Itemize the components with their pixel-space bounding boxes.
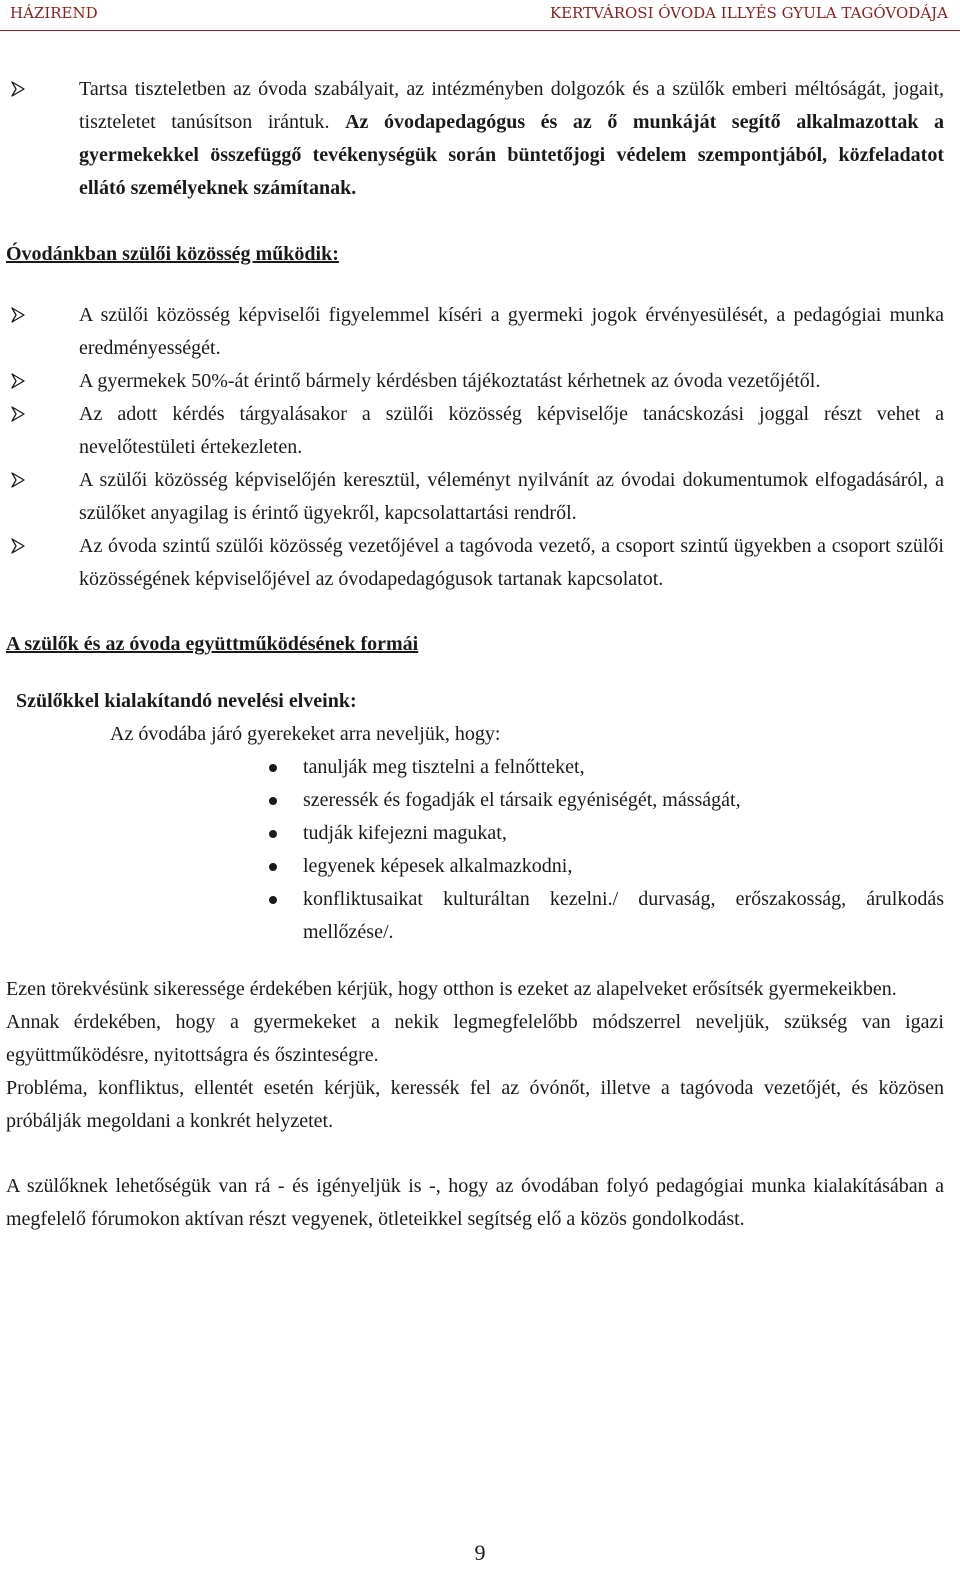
section-heading-cooperation-forms: A szülők és az óvoda együttműködésének formái [6, 633, 419, 655]
principles-intro: Az óvodába járó gyerekeket arra neveljük, hogy: [110, 723, 501, 745]
closing-paragraph: A szülőknek lehetőségük van rá - és igényeljük is -, hogy az óvodában folyó pedagógiai munka kialakításában a megfelelő fórumokon aktívan részt vegyenek, ötleteikkel segítség elő a közös gondolkodást. [6, 1175, 944, 1230]
round-bullet-icon [269, 863, 277, 871]
bullet-text: szeressék és fogadják el társaik egyéniségét, másságát, [303, 789, 741, 811]
list-item [6, 464, 944, 530]
arrowhead-bullet-icon [10, 81, 26, 97]
principle-bullet [6, 883, 944, 949]
page-header [0, 0, 960, 31]
list-item-text: A szülői közösség képviselői figyelemmel kíséri a gyermeki jogok érvényesülését, a pedagógiai munka eredményességét. [79, 304, 944, 359]
page-content [6, 73, 944, 1236]
intro-item-text: Tartsa tiszteletben az óvoda szabályait, az intézményben dolgozók és a szülők emberi méltóságát, jogait, tiszteletet tanúsítson irántuk. [79, 78, 944, 133]
round-bullet-icon [269, 764, 277, 772]
header-right-title: KERTVÁROSI ÓVODA ILLYÉS GYULA TAGÓVODÁJA [549, 4, 948, 22]
principle-bullet [6, 784, 944, 817]
round-bullet-icon [269, 797, 277, 805]
list-item [6, 299, 944, 365]
principle-bullet [6, 751, 944, 784]
list-item-text: A gyermekek 50%-át érintő bármely kérdésben tájékoztatást kérhetnek az óvoda vezetőjétől. [79, 370, 821, 392]
principle-bullet [6, 850, 944, 883]
list-item [6, 530, 944, 596]
arrowhead-bullet-icon [10, 373, 26, 389]
paragraph: Probléma, konfliktus, ellentét esetén kérjük, keressék fel az óvónőt, illetve a tagóvoda vezetőjét, és közösen próbálják megoldani a konkrét helyzetet. [6, 1077, 944, 1132]
bullet-text: legyenek képesek alkalmazkodni, [303, 855, 573, 877]
subheading-education-principles: Szülőkkel kialakítandó nevelési elveink: [16, 690, 357, 712]
list-item [6, 398, 944, 464]
bullet-text: konfliktusaikat kulturáltan kezelni./ durvaság, erőszakosság, árulkodás mellőzése/. [303, 888, 944, 943]
bullet-text: tanulják meg tisztelni a felnőtteket, [303, 756, 585, 778]
header-left-title: HÁZIREND [10, 4, 98, 22]
paragraph: Annak érdekében, hogy a gyermekeket a nekik legmegfelelőbb módszerrel neveljük, szükség van igazi együttműködésre, nyitottságra és őszinteségre. [6, 1011, 944, 1066]
list-item-text: Az adott kérdés tárgyalásakor a szülői közösség képviselője tanácskozási joggal részt vehet a nevelőtestületi értekezleten. [79, 403, 944, 458]
round-bullet-icon [269, 896, 277, 904]
list-item-text: A szülői közösség képviselőjén keresztül, véleményt nyilvánít az óvodai dokumentumok elfogadásáról, a szülőket anyagilag is érintő ügyekről, kapcsolattartási rendről. [79, 469, 944, 524]
round-bullet-icon [269, 830, 277, 838]
arrowhead-bullet-icon [10, 538, 26, 554]
arrowhead-bullet-icon [10, 406, 26, 422]
arrowhead-bullet-icon [10, 472, 26, 488]
bullet-text: tudják kifejezni magukat, [303, 822, 507, 844]
principle-bullet [6, 817, 944, 850]
list-item-text: Az óvoda szintű szülői közösség vezetőjével a tagóvoda vezető, a csoport szintű ügyekben a csoport szülői közösségének képviselőjével az óvodapedagógusok tartanak kapcsolatot. [79, 535, 944, 590]
intro-list-item [6, 73, 944, 205]
intro-item-bold-text: Az óvodapedagógus és az ő munkáját segítő alkalmazottak a gyermekekkel összefüggő tevékenységük során büntetőjogi védelem szempontjából, közfeladatot ellátó személyeknek számítanak. [79, 111, 944, 199]
paragraph: Ezen törekvésünk sikeressége érdekében kérjük, hogy otthon is ezeket az alapelveket erősítsék gyermekeikben. [6, 978, 897, 1000]
arrowhead-bullet-icon [10, 307, 26, 323]
page-number: 9 [474, 1540, 486, 1565]
section-heading-parent-community: Óvodánkban szülői közösség működik: [6, 243, 339, 265]
list-item [6, 365, 944, 398]
